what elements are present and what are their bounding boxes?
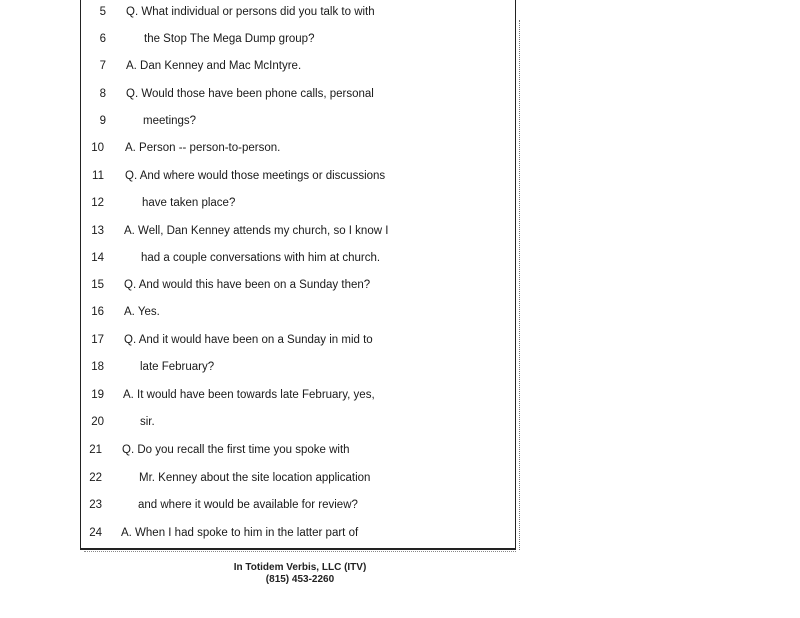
line-number: 12 <box>91 197 104 209</box>
transcript-line <box>0 277 430 293</box>
transcript-line <box>0 113 430 129</box>
line-text: Q. What individual or persons did you talk to with <box>126 6 375 18</box>
transcript-page <box>80 0 516 550</box>
line-number: 21 <box>89 444 102 456</box>
transcript-line <box>0 223 430 239</box>
page-shadow <box>84 550 516 552</box>
line-text: and where it would be available for review? <box>138 499 358 511</box>
line-text: A. It would have been towards late February, yes, <box>123 389 375 401</box>
line-number: 7 <box>99 60 106 72</box>
line-number: 10 <box>91 142 104 154</box>
line-number: 5 <box>99 6 106 18</box>
line-text: Q. And it would have been on a Sunday in mid to <box>124 334 373 346</box>
line-text: the Stop The Mega Dump group? <box>144 33 315 45</box>
line-text: Q. And where would those meetings or discussions <box>125 170 386 182</box>
line-text: Q. And would this have been on a Sunday then? <box>124 279 371 291</box>
line-number: 22 <box>89 472 102 484</box>
line-number: 17 <box>91 334 104 346</box>
line-number: 16 <box>91 306 104 318</box>
line-text: sir. <box>140 416 155 428</box>
line-text: late February? <box>140 361 215 373</box>
line-number: 8 <box>99 88 106 100</box>
line-text: A. Dan Kenney and Mac McIntyre. <box>126 60 302 72</box>
transcript-line <box>0 4 430 20</box>
line-text: Mr. Kenney about the site location application <box>139 472 371 484</box>
transcript-line <box>0 31 430 47</box>
transcript-line <box>0 140 430 156</box>
line-text: had a couple conversations with him at church. <box>141 252 381 264</box>
line-text: A. When I had spoke to him in the latter part of <box>121 527 359 539</box>
line-number: 6 <box>99 33 106 45</box>
line-number: 18 <box>91 361 104 373</box>
line-text: meetings? <box>143 115 197 127</box>
line-number: 20 <box>91 416 104 428</box>
transcript-line <box>0 86 430 102</box>
transcript-line <box>0 168 430 184</box>
transcript-line <box>0 304 430 320</box>
footer-company: In Totidem Verbis, LLC (ITV) <box>233 562 367 573</box>
line-text: A. Yes. <box>124 306 160 318</box>
transcript-line <box>0 359 430 375</box>
line-number: 23 <box>89 499 102 511</box>
line-number: 13 <box>91 225 104 237</box>
transcript-line <box>0 58 430 74</box>
line-number: 15 <box>91 279 104 291</box>
transcript-line <box>0 195 430 211</box>
line-number: 9 <box>99 115 106 127</box>
transcript-line <box>0 442 430 458</box>
line-text: Q. Do you recall the first time you spoke with <box>122 444 350 456</box>
transcript-line <box>0 497 430 513</box>
footer-phone: (815) 453-2260 <box>265 574 335 585</box>
line-number: 24 <box>89 527 102 539</box>
line-text: Q. Would those have been phone calls, personal <box>126 88 374 100</box>
line-number: 19 <box>91 389 104 401</box>
line-number: 14 <box>91 252 104 264</box>
line-text: A. Well, Dan Kenney attends my church, so I know I <box>124 225 389 237</box>
line-text: have taken place? <box>142 197 236 209</box>
transcript-line <box>0 387 430 403</box>
transcript-line <box>0 470 430 486</box>
transcript-line <box>0 414 430 430</box>
transcript-line <box>0 525 430 541</box>
line-number: 11 <box>92 170 104 182</box>
transcript-line <box>0 250 430 266</box>
line-text: A. Person -- person-to-person. <box>125 142 281 154</box>
transcript-line <box>0 332 430 348</box>
